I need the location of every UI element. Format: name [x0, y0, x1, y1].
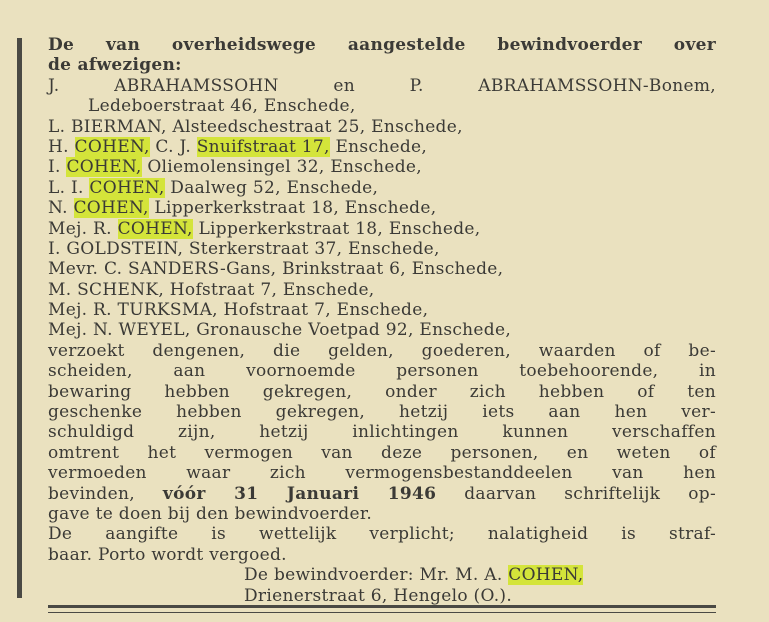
person-entry: I. GOLDSTEIN, Sterkerstraat 37, Enschede, [48, 238, 440, 259]
notice-text [48, 35, 716, 606]
person-entry: J. ABRAHAMSSOHN en P. ABRAHAMSSOHN-Bonem, [48, 75, 716, 96]
highlight-cohen: COHEN, [73, 198, 149, 219]
body-line: gave te doen bij den bewindvoerder. [48, 503, 373, 524]
bottom-rule [48, 605, 716, 613]
person-entry: Mej. R. COHEN, Lipperkerkstraat 18, Enschede, [48, 218, 481, 239]
notice-heading-line-2: de afwezigen: [48, 55, 182, 76]
person-entry: H. COHEN, C. J. Snuifstraat 17, Enschede, [48, 136, 428, 157]
deadline-date: vóór 31 Januari 1946 [162, 483, 437, 504]
deadline-line: bevinden, vóór 31 Januari 1946 daarvan schriftelijk op- [48, 483, 716, 504]
body-line: schuldigd zijn, hetzij inlichtingen kunnen verschaffen [48, 422, 716, 443]
signature-address: Drienerstraat 6, Hengelo (O.). [244, 585, 513, 606]
signature-line: De bewindvoerder: Mr. M. A. COHEN, [244, 565, 584, 586]
person-entry: Mej. N. WEYEL, Gronausche Voetpad 92, Enschede, [48, 320, 512, 341]
person-entry: Mevr. C. SANDERS-Gans, Brinkstraat 6, Enschede, [48, 259, 504, 280]
highlight-cohen: COHEN, [66, 157, 142, 178]
highlight-cohen: COHEN, [117, 218, 193, 239]
body-line: bewaring hebben gekregen, onder zich hebben of ten [48, 381, 716, 402]
highlight-cohen: COHEN, [89, 177, 165, 198]
person-entry: I. COHEN, Oliemolensingel 32, Enschede, [48, 157, 422, 178]
person-entry: L. BIERMAN, Alsteedschestraat 25, Enschede, [48, 116, 463, 137]
body-line: vermoeden waar zich vermogensbestanddeelen van hen [48, 463, 716, 484]
body-line: geschenke hebben gekregen, hetzij iets aan hen ver- [48, 402, 716, 423]
body-line: scheiden, aan voornoemde personen toebehoorende, in [48, 361, 716, 382]
body-line: baar. Porto wordt vergoed. [48, 544, 287, 565]
notice-heading-line-1: De van overheidswege aangestelde bewindvoerder over [48, 35, 716, 55]
column-rule-left [17, 38, 22, 598]
person-entry: L. I. COHEN, Daalweg 52, Enschede, [48, 177, 379, 198]
person-entry-address: Ledeboerstraat 46, Enschede, [88, 96, 356, 117]
highlight-cohen: COHEN, [74, 136, 150, 157]
person-entry: Mej. R. TURKSMA, Hofstraat 7, Enschede, [48, 300, 429, 321]
highlight-address: Snuifstraat 17, [196, 136, 330, 157]
body-line: omtrent het vermogen van deze personen, en weten of [48, 442, 716, 463]
body-line: verzoekt dengenen, die gelden, goederen, waarden of be- [48, 340, 716, 361]
body-line: De aangifte is wettelijk verplicht; nalatigheid is straf- [48, 524, 716, 545]
person-entry: N. COHEN, Lipperkerkstraat 18, Enschede, [48, 198, 437, 219]
highlight-cohen: COHEN, [508, 565, 584, 586]
person-entry: M. SCHENK, Hofstraat 7, Enschede, [48, 279, 375, 300]
